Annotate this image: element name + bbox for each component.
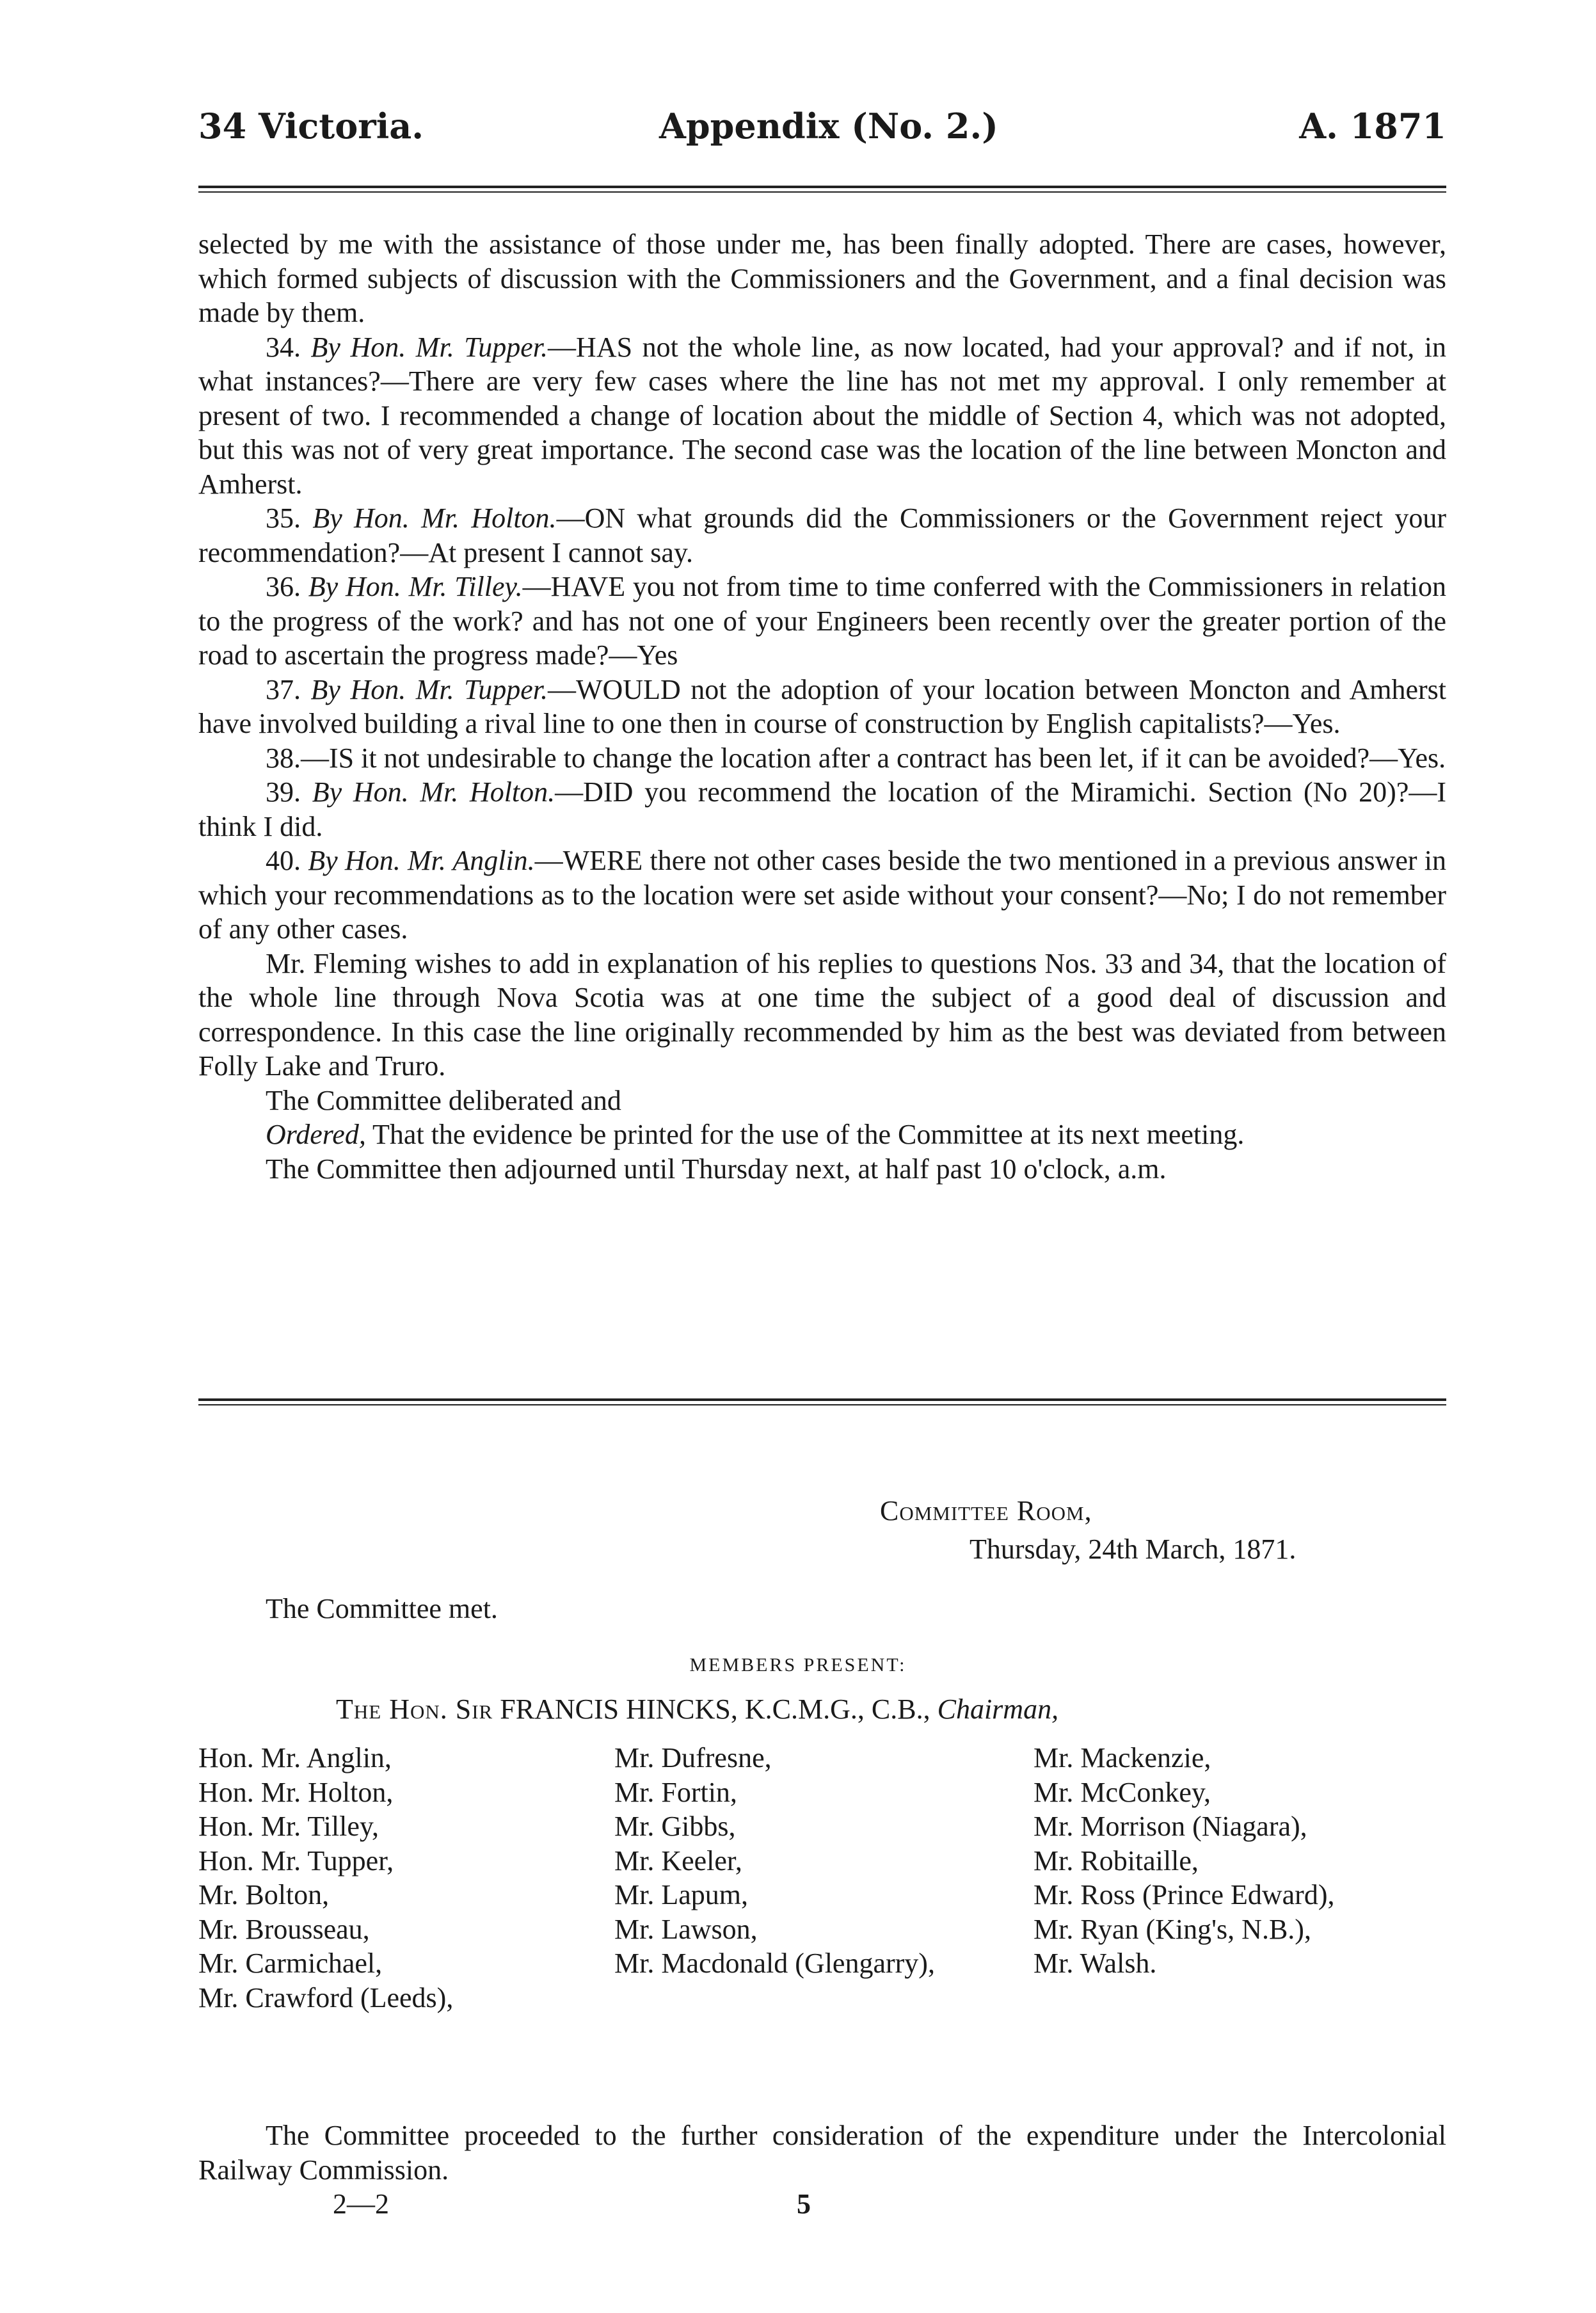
chairman-line: The Hon. Sir FRANCIS HINCKS, K.C.M.G., C.B., Chairman, — [336, 1693, 1059, 1725]
paragraph: selected by me with the assistance of those under me, has been finally adopted. There are cases, however, which formed subjects of discussion with the Commissioners and the Government, and a final decision was made by them. — [198, 228, 1446, 328]
member: Mr. Walsh. — [1033, 1948, 1157, 1979]
paragraph: 40. By Hon. Mr. Anglin.—WERE there not other cases beside the two mentioned in a previous answer in which your recommendations as to the location were set aside without your consent?—No; I do not remember of any other cases. — [198, 845, 1447, 945]
member: Mr. Robitaille, — [1033, 1845, 1199, 1877]
members-column — [614, 1741, 935, 1981]
member: Mr. Fortin, — [614, 1776, 737, 1808]
member: Mr. Macdonald (Glengarry), — [614, 1948, 935, 1979]
member: Mr. Bolton, — [198, 1879, 330, 1910]
paragraph: Mr. Fleming wishes to add in explanation of his replies to questions Nos. 33 and 34, that the location of the whole line through Nova Scotia was at one time the subject of a good deal of discussion and correspondence. In this case the line originally recommended by him as the best was deviated from between Folly Lake and Truro. — [198, 947, 1446, 1082]
signature-mark: 2—2 — [333, 2188, 389, 2220]
committee-met: The Committee met. — [266, 1593, 498, 1624]
member: Mr. Lawson, — [614, 1913, 758, 1945]
paragraph: 36. By Hon. Mr. Tilley.—HAVE you not from time to time conferred with the Commissioners in relation to the progress of the work? and has not one of your Engineers been recently over the greater portion of the road to ascertain the progress made?—Yes — [198, 571, 1446, 671]
member: Mr. Lapum, — [614, 1879, 748, 1910]
member: Mr. Carmichael, — [198, 1948, 383, 1979]
paragraph: 39. By Hon. Mr. Holton.—DID you recommend the location of the Miramichi. Section (No 20)?—I think I did. — [198, 776, 1447, 842]
member: Mr. Morrison (Niagara), — [1033, 1811, 1307, 1842]
member: Mr. Ryan (King's, N.B.), — [1033, 1913, 1311, 1945]
paragraph: Ordered, That the evidence be printed for the use of the Committee at its next meeting. — [266, 1119, 1245, 1150]
members-present-heading: MEMBERS PRESENT: — [689, 1654, 907, 1676]
member: Mr. Gibbs, — [614, 1811, 736, 1842]
member: Hon. Mr. Tupper, — [198, 1845, 394, 1877]
paragraph: The Committee then adjourned until Thursday next, at half past 10 o'clock, a.m. — [266, 1153, 1167, 1185]
paragraph: 34. By Hon. Mr. Tupper.—HAS not the whole line, as now located, had your approval? and if not, in what instances?—There are very few cases where the line has not met my approval. I only remember at present of two. I recommended a change of location about the middle of Section 4, which was not adopted, but this was not of very great importance. The second case was the location of the line between Moncton and Amherst. — [198, 331, 1446, 500]
member: Mr. McConkey, — [1033, 1776, 1211, 1808]
paragraph: 38.—IS it not undesirable to change the location after a contract has been let, if it can be avoided?—Yes. — [266, 742, 1446, 774]
members-column — [198, 1741, 453, 2015]
member: Mr. Crawford (Leeds), — [198, 1981, 454, 2013]
page-number: 5 — [797, 2188, 811, 2220]
member: Mr. Brousseau, — [198, 1913, 370, 1945]
meeting-date: Thursday, 24th March, 1871. — [970, 1533, 1297, 1565]
members-column — [1033, 1741, 1335, 1981]
paragraph: 35. By Hon. Mr. Holton.—ON what grounds did the Commissioners or the Government reject your recommendation?—At present I cannot say. — [198, 502, 1446, 568]
running-header — [198, 106, 1446, 163]
member: Mr. Ross (Prince Edward), — [1033, 1879, 1335, 1910]
member: Hon. Mr. Holton, — [198, 1776, 394, 1808]
paragraph: 37. By Hon. Mr. Tupper.—WOULD not the adoption of your location between Moncton and Amherst have involved building a rival line to one then in course of construction by English capitalists?—Yes. — [198, 673, 1447, 739]
member: Mr. Keeler, — [614, 1845, 742, 1877]
member: Hon. Mr. Tilley, — [198, 1811, 379, 1842]
section-rule — [198, 1398, 1446, 1405]
paragraph: The Committee deliberated and — [266, 1084, 621, 1116]
header-rule — [198, 186, 1446, 193]
evidence-text — [198, 227, 1446, 1186]
header-session: 34 Victoria. — [198, 106, 424, 147]
committee-room: Committee Room, — [880, 1495, 1092, 1526]
member: Hon. Mr. Anglin, — [198, 1742, 392, 1773]
member: Mr. Dufresne, — [614, 1742, 772, 1773]
header-year: A. 1871 — [1299, 106, 1446, 147]
closing-paragraph: The Committee proceeded to the further consideration of the expenditure under the Intercolonial Railway Commission. — [198, 2120, 1446, 2186]
header-appendix: Appendix (No. 2.) — [659, 106, 998, 147]
member: Mr. Mackenzie, — [1033, 1742, 1211, 1773]
